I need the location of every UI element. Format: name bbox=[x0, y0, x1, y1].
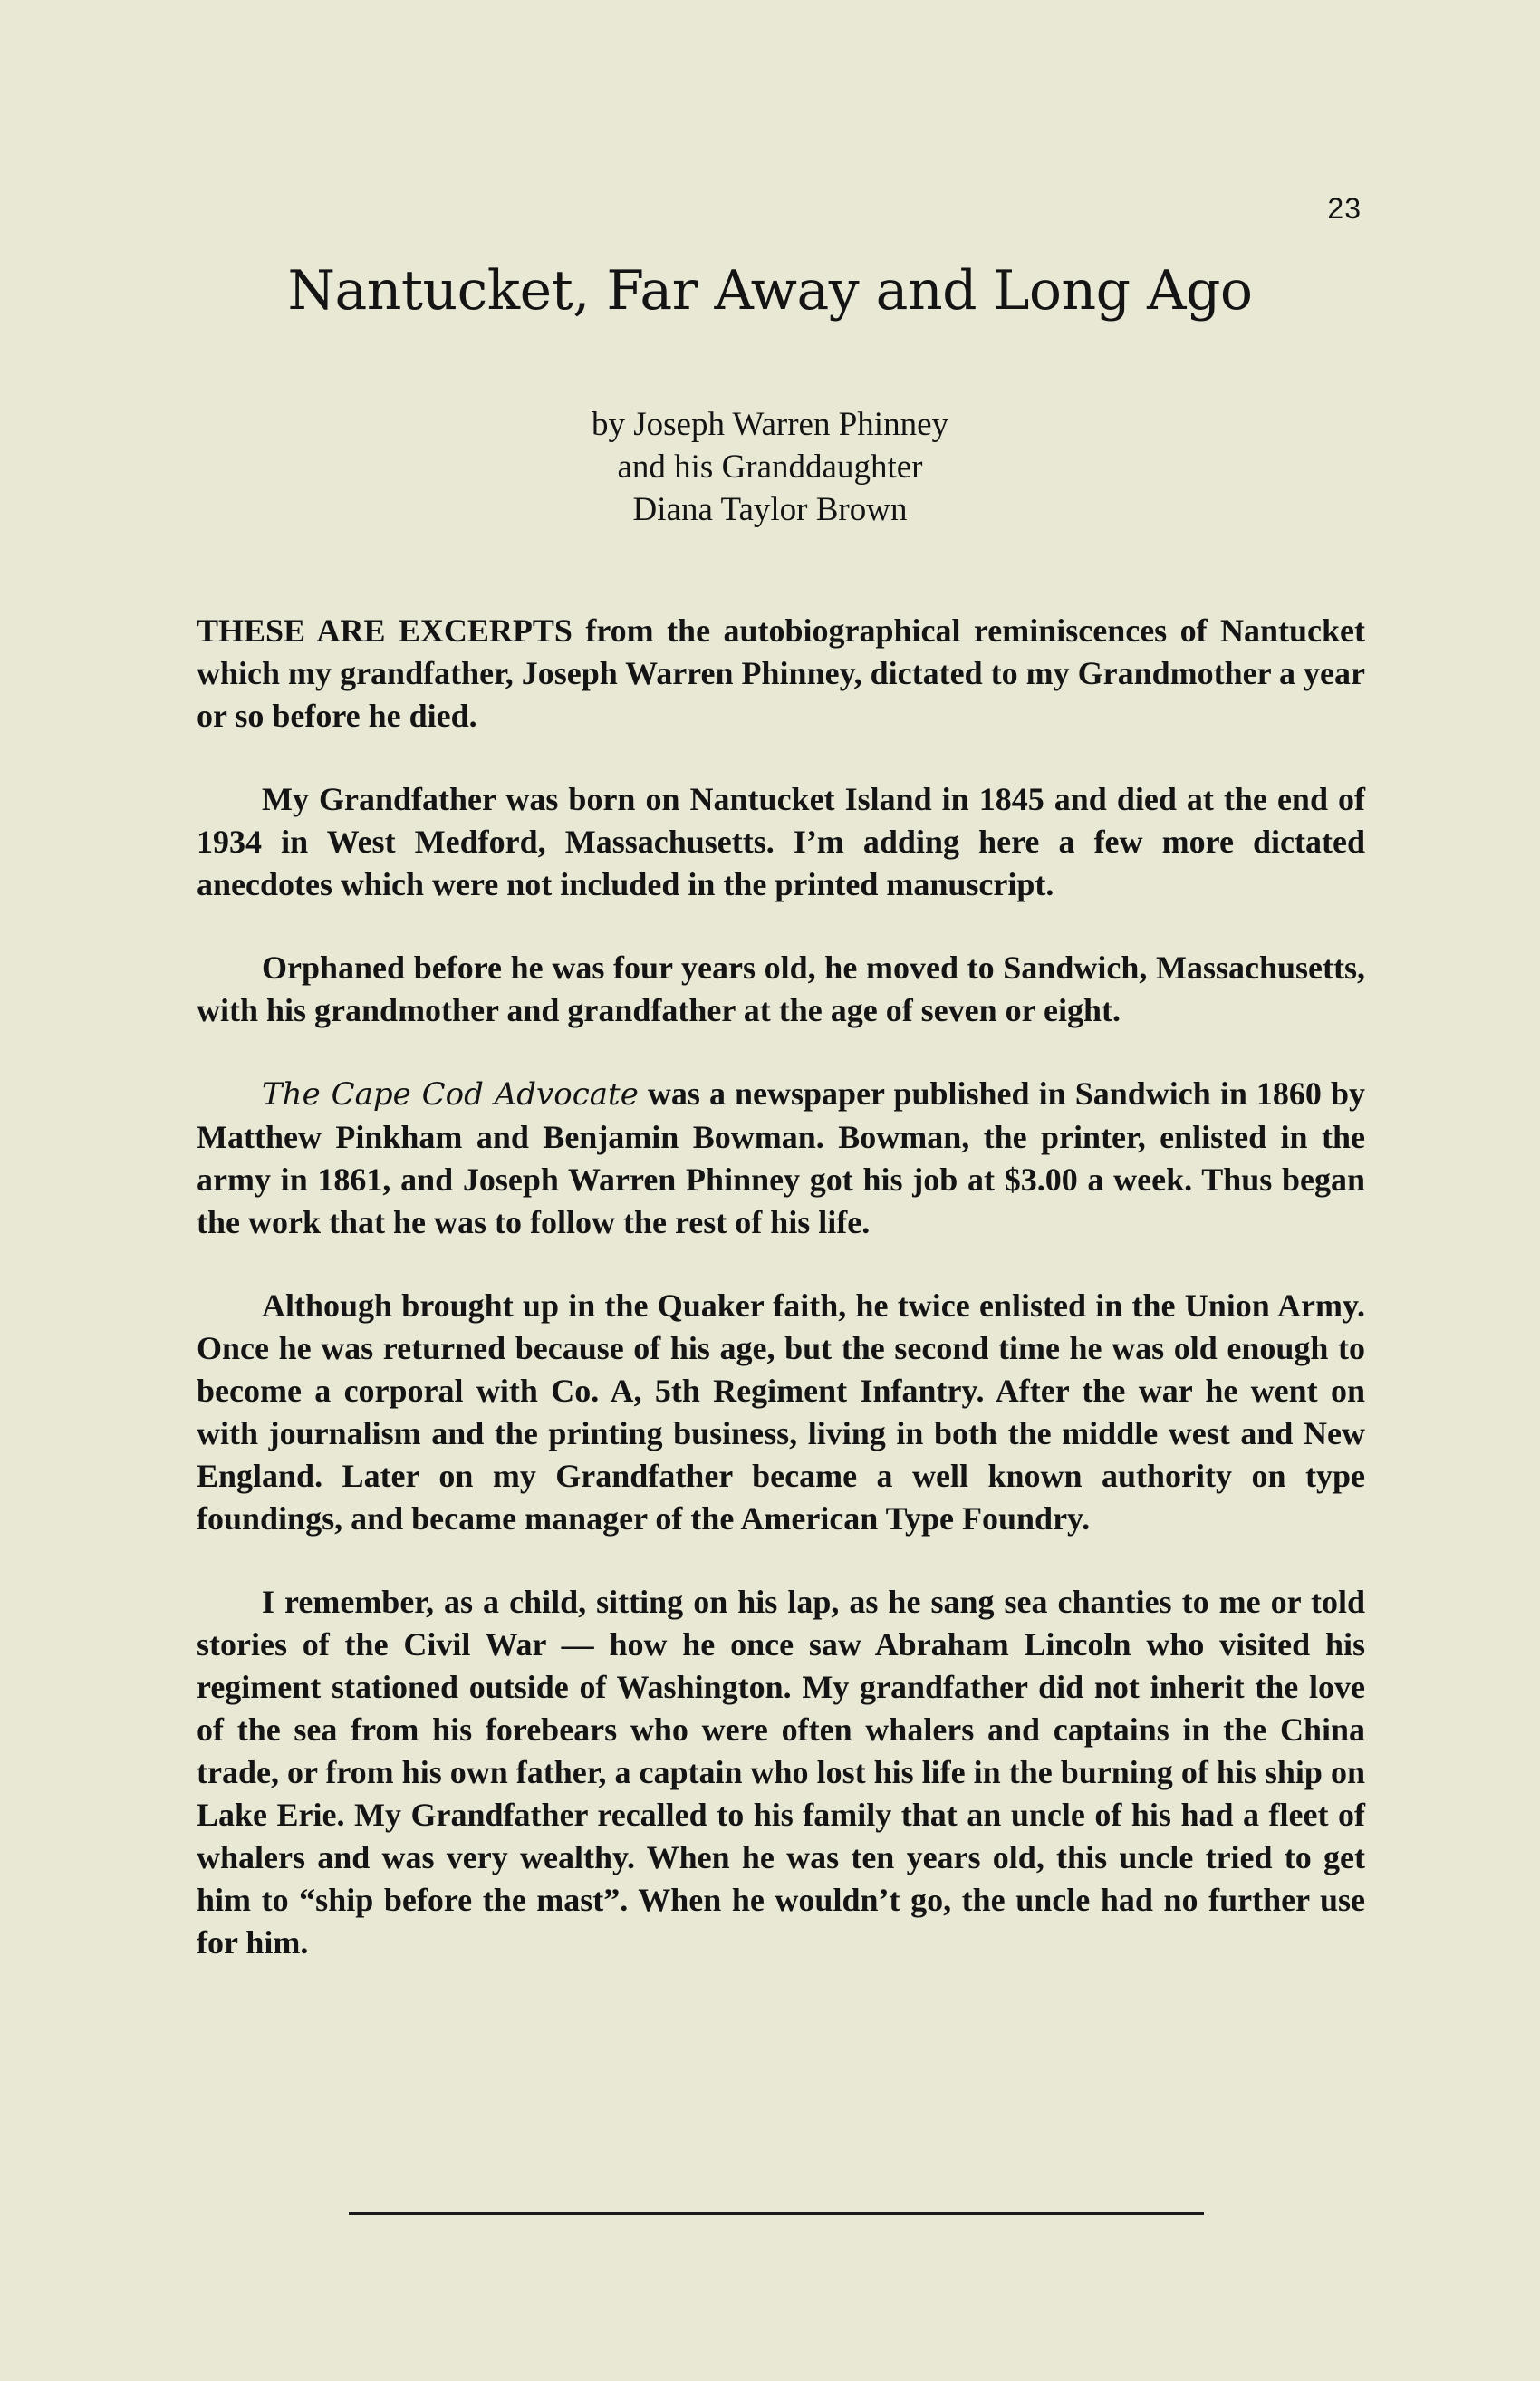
byline-line-relation: and his Granddaughter bbox=[617, 448, 923, 486]
paragraph-intro: THESE ARE EXCERPTS from the autobiographical reminiscences of Nantucket which my grandfather, Joseph Warren Phinney, dictated to my Grandmother a year or so before he died. bbox=[197, 612, 1365, 734]
paragraph-orphaned: Orphaned before he was four years old, he moved to Sandwich, Massachusetts, with his grandmother and grandfather at the age of seven or eight. bbox=[197, 950, 1365, 1028]
paragraph-birth: My Grandfather was born on Nantucket Island in 1845 and died at the end of 1934 in West Medford, Massachusetts. I’m adding here a few more dictated anecdotes which were not included in the printed manuscript. bbox=[197, 781, 1365, 902]
paragraph-memories: I remember, as a child, sitting on his lap, as he sang sea chanties to me or told stories of the Civil War — how he once saw Abraham Lincoln who visited his regiment stationed outside of Washington. My grandfather did not inherit the love of the sea from his forebears who were often whalers and captains in the China trade, or from his own father, a captain who lost his life in the burning of his ship on Lake Erie. My Grandfather recalled to his family that an uncle of his had a fleet of whalers and was very wealthy. When he was ten years old, this uncle tried to get him to “ship before the mast”. When he wouldn’t go, the uncle had no further use for him. bbox=[197, 1584, 1365, 1961]
byline-line-author: by Joseph Warren Phinney bbox=[591, 406, 949, 443]
article-title: Nantucket, Far Away and Long Ago bbox=[287, 259, 1253, 323]
paragraph-army: Although brought up in the Quaker faith, he twice enlisted in the Union Army. Once he was returned because of his age, but the second time he was old enough to become a corporal with Co. A, 5th Regiment Infantry. After the war he went on with journalism and the printing business, living in both the middle west and New England. Later on my Grandfather became a well known authority on type foundings, and became manager of the American Type Foundry. bbox=[197, 1287, 1365, 1537]
page-number: 23 bbox=[1327, 192, 1362, 225]
section-divider-rule bbox=[349, 2212, 1204, 2215]
byline bbox=[0, 403, 1540, 531]
publication-name: The Cape Cod Advocate bbox=[262, 1076, 639, 1113]
paragraph-newspaper bbox=[197, 1073, 1365, 1244]
article-body bbox=[197, 610, 1365, 2005]
byline-line-coauthor: Diana Taylor Brown bbox=[632, 491, 908, 528]
paragraph-newspaper-text: was a newspaper published in Sandwich in 1860 by Matthew Pinkham and Benjamin Bowman. Bowman, the printer, enlisted in the army in 1861, and Joseph Warren Phinney got his job at $3.00 a week. Thus began the work that he was to follow the rest of his life. bbox=[197, 1075, 1365, 1240]
